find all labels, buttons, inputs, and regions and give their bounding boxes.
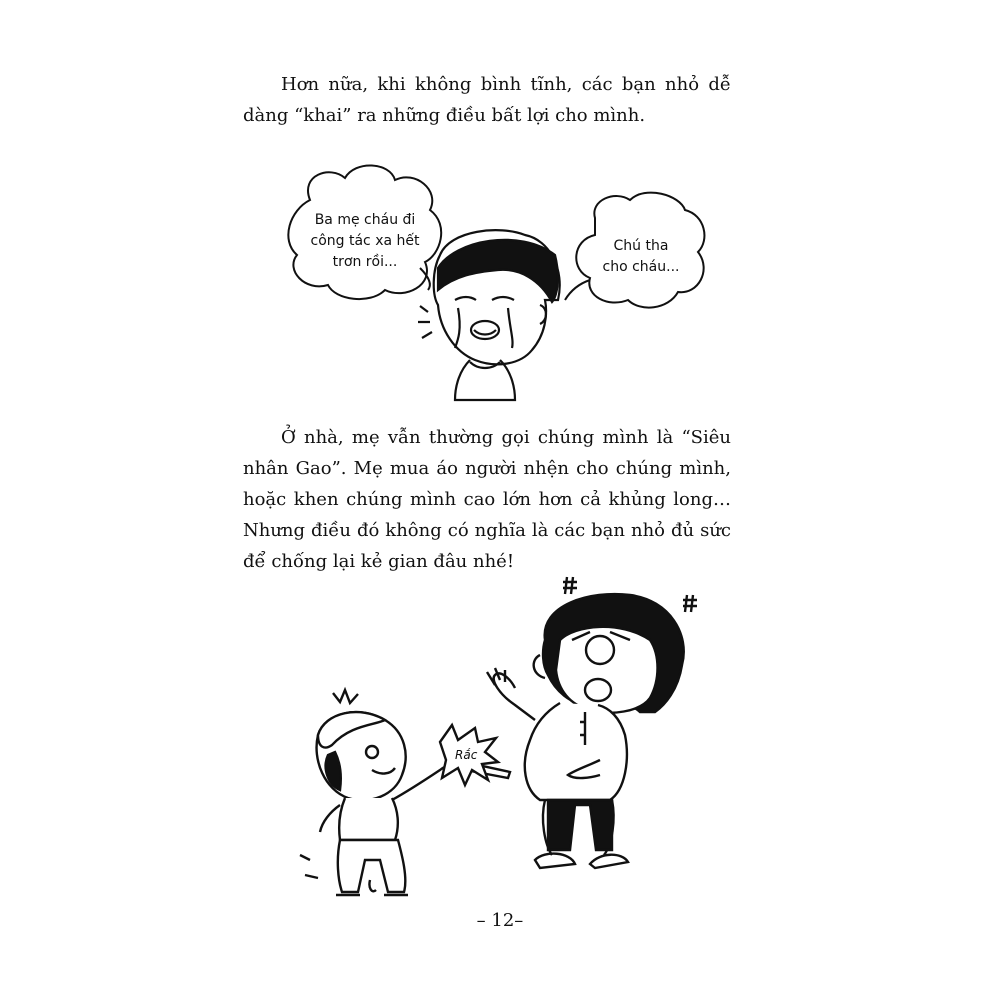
right-bubble-line-2: cho cháu... [602,259,680,275]
crying-boy [418,230,560,400]
left-bubble-line-3: trơn rồi... [332,254,398,270]
scared-kid [300,690,510,895]
paragraph-1-text: Hơn nữa, khi không bình tĩnh, các bạn nhỏ dễ dàng “khai” ra những điều bất lợi cho mình. [243,74,731,126]
snap-sfx: Rắc [455,748,478,762]
left-bubble-line-2: công tác xa hết [310,233,420,249]
paragraph-2 [243,422,731,577]
paragraph-2-text: Ở nhà, mẹ vẫn thường gọi chúng mình là “Siêu nhân Gao”. Mẹ mua áo người nhện cho chúng mình, hoặc khen chúng mình cao lớn hơn cả khủng long… Nhưng điều đó không có nghĩa là các bạn nhỏ đủ sức để chống lại kẻ gian đâu nhé! [243,427,731,572]
page-number: – 12– [476,910,524,931]
left-bubble-line-1: Ba mẹ cháu đi [314,212,416,228]
left-bubble-text [300,210,430,273]
right-bubble-text [586,236,696,278]
angry-man [487,577,697,868]
right-bubble-line-1: Chú tha [613,238,669,254]
